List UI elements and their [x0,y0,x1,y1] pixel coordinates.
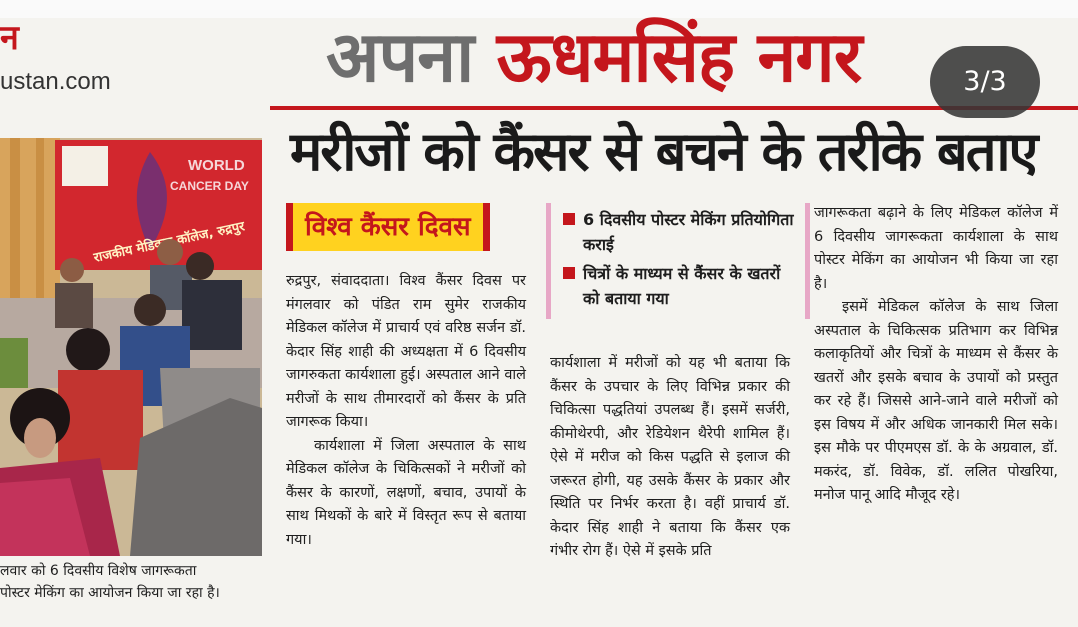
highlights-box [546,203,810,319]
article-column-3 [814,202,1058,508]
caption-line-1: लवार को 6 दिवसीय विशेष जागरूकता [0,563,197,579]
masthead-logo-fragment: न [0,18,19,58]
highlight-item [561,207,799,257]
paragraph: कार्यशाला में मरीजों को यह भी बताया कि कैंसर के उपचार के लिए विभिन्न प्रकार की चिकित्सा पद्धतियां उपलब्ध हैं। इसमें सर्जरी, कीमोथेरपी, और रेडियेशन थैरेपी शामिल हैं। ऐसे में मरीज को किस पद्धति से इलाज की जरूरत होगी, यह उसके कैंसर के प्रकार और स्थिति पर निर्भर करता है। वहीं प्राचार्य डॉ. केदार सिंह शाही ने बताया कि कैंसर एक गंभीर रोग हैं। ऐसे में इसके प्रति [550,355,790,559]
masthead-website: ustan.com [0,68,111,95]
paragraph: जागरूकता बढ़ाने के लिए मेडिकल कॉलेज में 6 दिवसीय जागरूकता कार्यशाला के साथ पोस्टर मेकिंग का आयोजन भी किया जा रहा है। [814,205,1058,292]
paragraph: रुद्रपुर, संवाददाता। विश्व कैंसर दिवस पर मंगलवार को पंडित राम सुमेर राजकीय मेडिकल कॉलेज में प्राचार्य एवं वरिष्ठ सर्जन डॉ. केदार सिंह शाही की अध्यक्षता में 6 दिवसीय जागरुकता कार्यशाला हुई। अस्पताल आने वाले मरीजों के साथ तीमारदारों को कैंसर के प्रति जागरूक किया। [286,273,526,430]
square-bullet-icon [563,267,575,279]
photo-caption [0,560,266,604]
article-column-1 [286,270,526,552]
highlight-text: 6 दिवसीय पोस्टर मेकिंग प्रतियोगिता कराई [583,210,794,254]
article-headline: मरीजों को कैंसर से बचने के तरीके बताए [290,120,1037,183]
paragraph: कार्यशाला में जिला अस्पताल के साथ मेडिकल कॉलेज के चिकित्सकों ने मरीजों को कैंसर के कारणों, लक्षणों, बचाव, उपायों के साथ मिथकों के बारे में विस्तृत रूप से बताया गया। [286,437,526,548]
article-column-2 [550,352,790,564]
page-indicator-badge: 3/3 [930,46,1040,118]
masthead-title-red: ऊधमसिंह नगर [496,16,862,98]
paragraph: इसमें मेडिकल कॉलेज के साथ जिला अस्पताल के चिकित्सक प्रतिभाग कर विभिन्न कलाकृतियों और चित्रों के माध्यम से कैंसर के खतरों और इसके बचाव के उपायों को प्रस्तुत कर रहे हैं। जिससे आने-जाने वाले मरीजों को इस विषय में और अधिक जानकारी मिल सके। इस मौके पर पीएमएस डॉ. के के अग्रवाल, डॉ. मकरंद, डॉ. विवेक, डॉ. ललित पोखरिया, मनोज पानू आदि मौजूद रहे। [814,299,1058,503]
highlight-item [561,261,799,311]
banner-college: राजकीय मेडिकल कॉलेज, रुद्रपुर [92,219,247,266]
banner-world: WORLD [188,157,245,174]
caption-line-2: पोस्टर मेकिंग का आयोजन किया जा रहा है। [0,585,220,601]
banner-cancer-day: CANCER DAY [170,179,249,193]
masthead-title-gray: अपना [326,16,474,98]
highlight-text: चित्रों के माध्यम से कैंसर के खतरों को बताया गया [583,264,781,308]
section-tag: विश्व कैंसर दिवस [286,203,490,251]
square-bullet-icon [563,213,575,225]
news-photo [0,138,262,556]
masthead-title [326,12,861,102]
